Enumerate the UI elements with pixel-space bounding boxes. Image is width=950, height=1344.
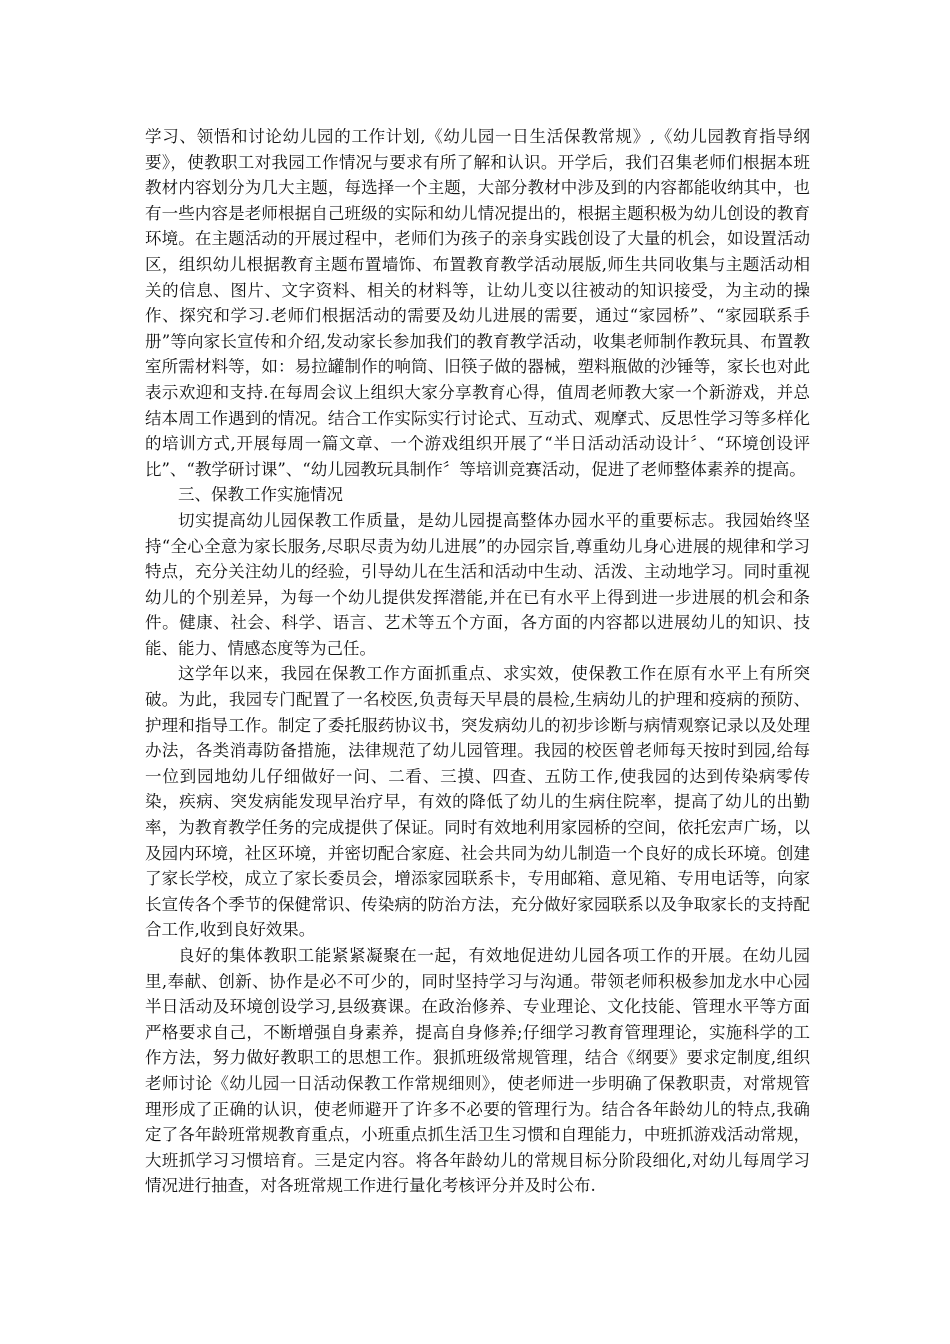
section-heading: 三、保教工作实施情况 [178,485,343,505]
paragraph-continuation: 学习、领悟和讨论幼儿园的工作计划,《幼儿园一日生活保教常规》,《幼儿园教育指导纲要》，使教职工对我园工作情况与要求有所了解和认识。开学后，我们召集老师们根据本班教材内容划分为几大主题，每选择一个主题，大部分教材中涉及到的内容都能收纳其中，也有一些内容是老师根据自己班级的实际和幼儿情况提出的，根据主题积极为幼儿创设的教育环境。在主题活动的开展过程中，老师们为孩子的亲身实践创设了大量的机会，如设置活动区，组织幼儿根据教育主题布置墙饰、布置教育教学活动展版,师生共同收集与主题活动相关的信息、图片、文字资料、相关的材料等，让幼儿变以往被动的知识接受，为主动的操作、探究和学习.老师们根据活动的需要及幼儿进展的需要，通过“家园桥”、“家园联系手册”等向家长宣传和介绍,发动家长参加我们的教育教学活动，收集老师制作教玩具、布置教室所需材料等，如：易拉罐制作的响筒、旧筷子做的器械，塑料瓶做的沙锤等，家长也对此表示欢迎和支持.在每周会议上组织大家分享教育心得，值周老师教大家一个新游戏，并总结本周工作遇到的情况。结合工作实际实行讨论式、互动式、观摩式、反思性学习等多样化的培训方式,开展每周一篇文章、一个游戏组织开展了“半日活动活动设计〞、“环境创设评比”、“教学研讨课”、“幼儿园教玩具制作〞等培训竞赛活动，促进了老师整体素养的提高。 [145,127,810,479]
paragraph: 切实提高幼儿园保教工作质量，是幼儿园提高整体办园水平的重要标志。我园始终坚持“全心全意为家长服务,尽职尽责为幼儿进展”的办园宗旨,尊重幼儿身心进展的规律和学习特点，充分关注幼儿的经验，引导幼儿在生活和活动中生动、活泼、主动地学习。同时重视幼儿的个别差异，为每一个幼儿提供发挥潜能,并在已有水平上得到进一步进展的机会和条件。健康、社会、科学、语言、艺术等五个方面，各方面的内容都以进展幼儿的知识、技能、能力、情感态度等为己任。 [145,510,810,658]
paragraph: 这学年以来，我园在保教工作方面抓重点、求实效，使保教工作在原有水平上有所突破。为此，我园专门配置了一名校医,负责每天早晨的晨检,生病幼儿的护理和疫病的预防、护理和指导工作。制定了委托服药协议书，突发病幼儿的初步诊断与病情观察记录以及处理办法，各类消毒防备措施，法律规范了幼儿园管理。我园的校医曾老师每天按时到园,给每一位到园地幼儿仔细做好一问、二看、三摸、四查、五防工作,使我园的达到传染病零传染，疾病、突发病能发现早治疗早，有效的降低了幼儿的生病住院率，提高了幼儿的出勤率，为教育教学任务的完成提供了保证。同时有效地利用家园桥的空间，依托宏声广场，以及园内环境，社区环境，并密切配合家庭、社会共同为幼儿制造一个良好的成长环境。创建了家长学校，成立了家长委员会，增添家园联系卡，专用邮箱、意见箱、专用电话等，向家长宣传各个季节的保健常识、传染病的防治方法，充分做好家园联系以及争取家长的支持配合工作,收到良好效果。 [145,664,810,940]
paragraph: 良好的集体教职工能紧紧凝聚在一起，有效地促进幼儿园各项工作的开展。在幼儿园里,奉献、创新、协作是必不可少的，同时坚持学习与沟通。带领老师积极参加龙水中心园半日活动及环境创设学习,县级赛课。在政治修养、专业理论、文化技能、管理水平等方面严格要求自己，不断增强自身素养，提高自身修养;仔细学习教育管理理论，实施科学的工作方法，努力做好教职工的思想工作。狠抓班级常规管理，结合《纲要》要求定制度,组织老师讨论《幼儿园一日活动保教工作常规细则》，使老师进一步明确了保教职责，对常规管理形成了正确的认识，使老师避开了许多不必要的管理行为。结合各年龄幼儿的特点,我确定了各年龄班常规教育重点，小班重点抓生活卫生习惯和自理能力，中班抓游戏活动常规，大班抓学习习惯培育。三是定内容。将各年龄幼儿的常规目标分阶段细化,对幼儿每周学习情况进行抽查，对各班常规工作进行量化考核评分并及时公布. [145,946,810,1196]
document-body [145,124,810,1199]
